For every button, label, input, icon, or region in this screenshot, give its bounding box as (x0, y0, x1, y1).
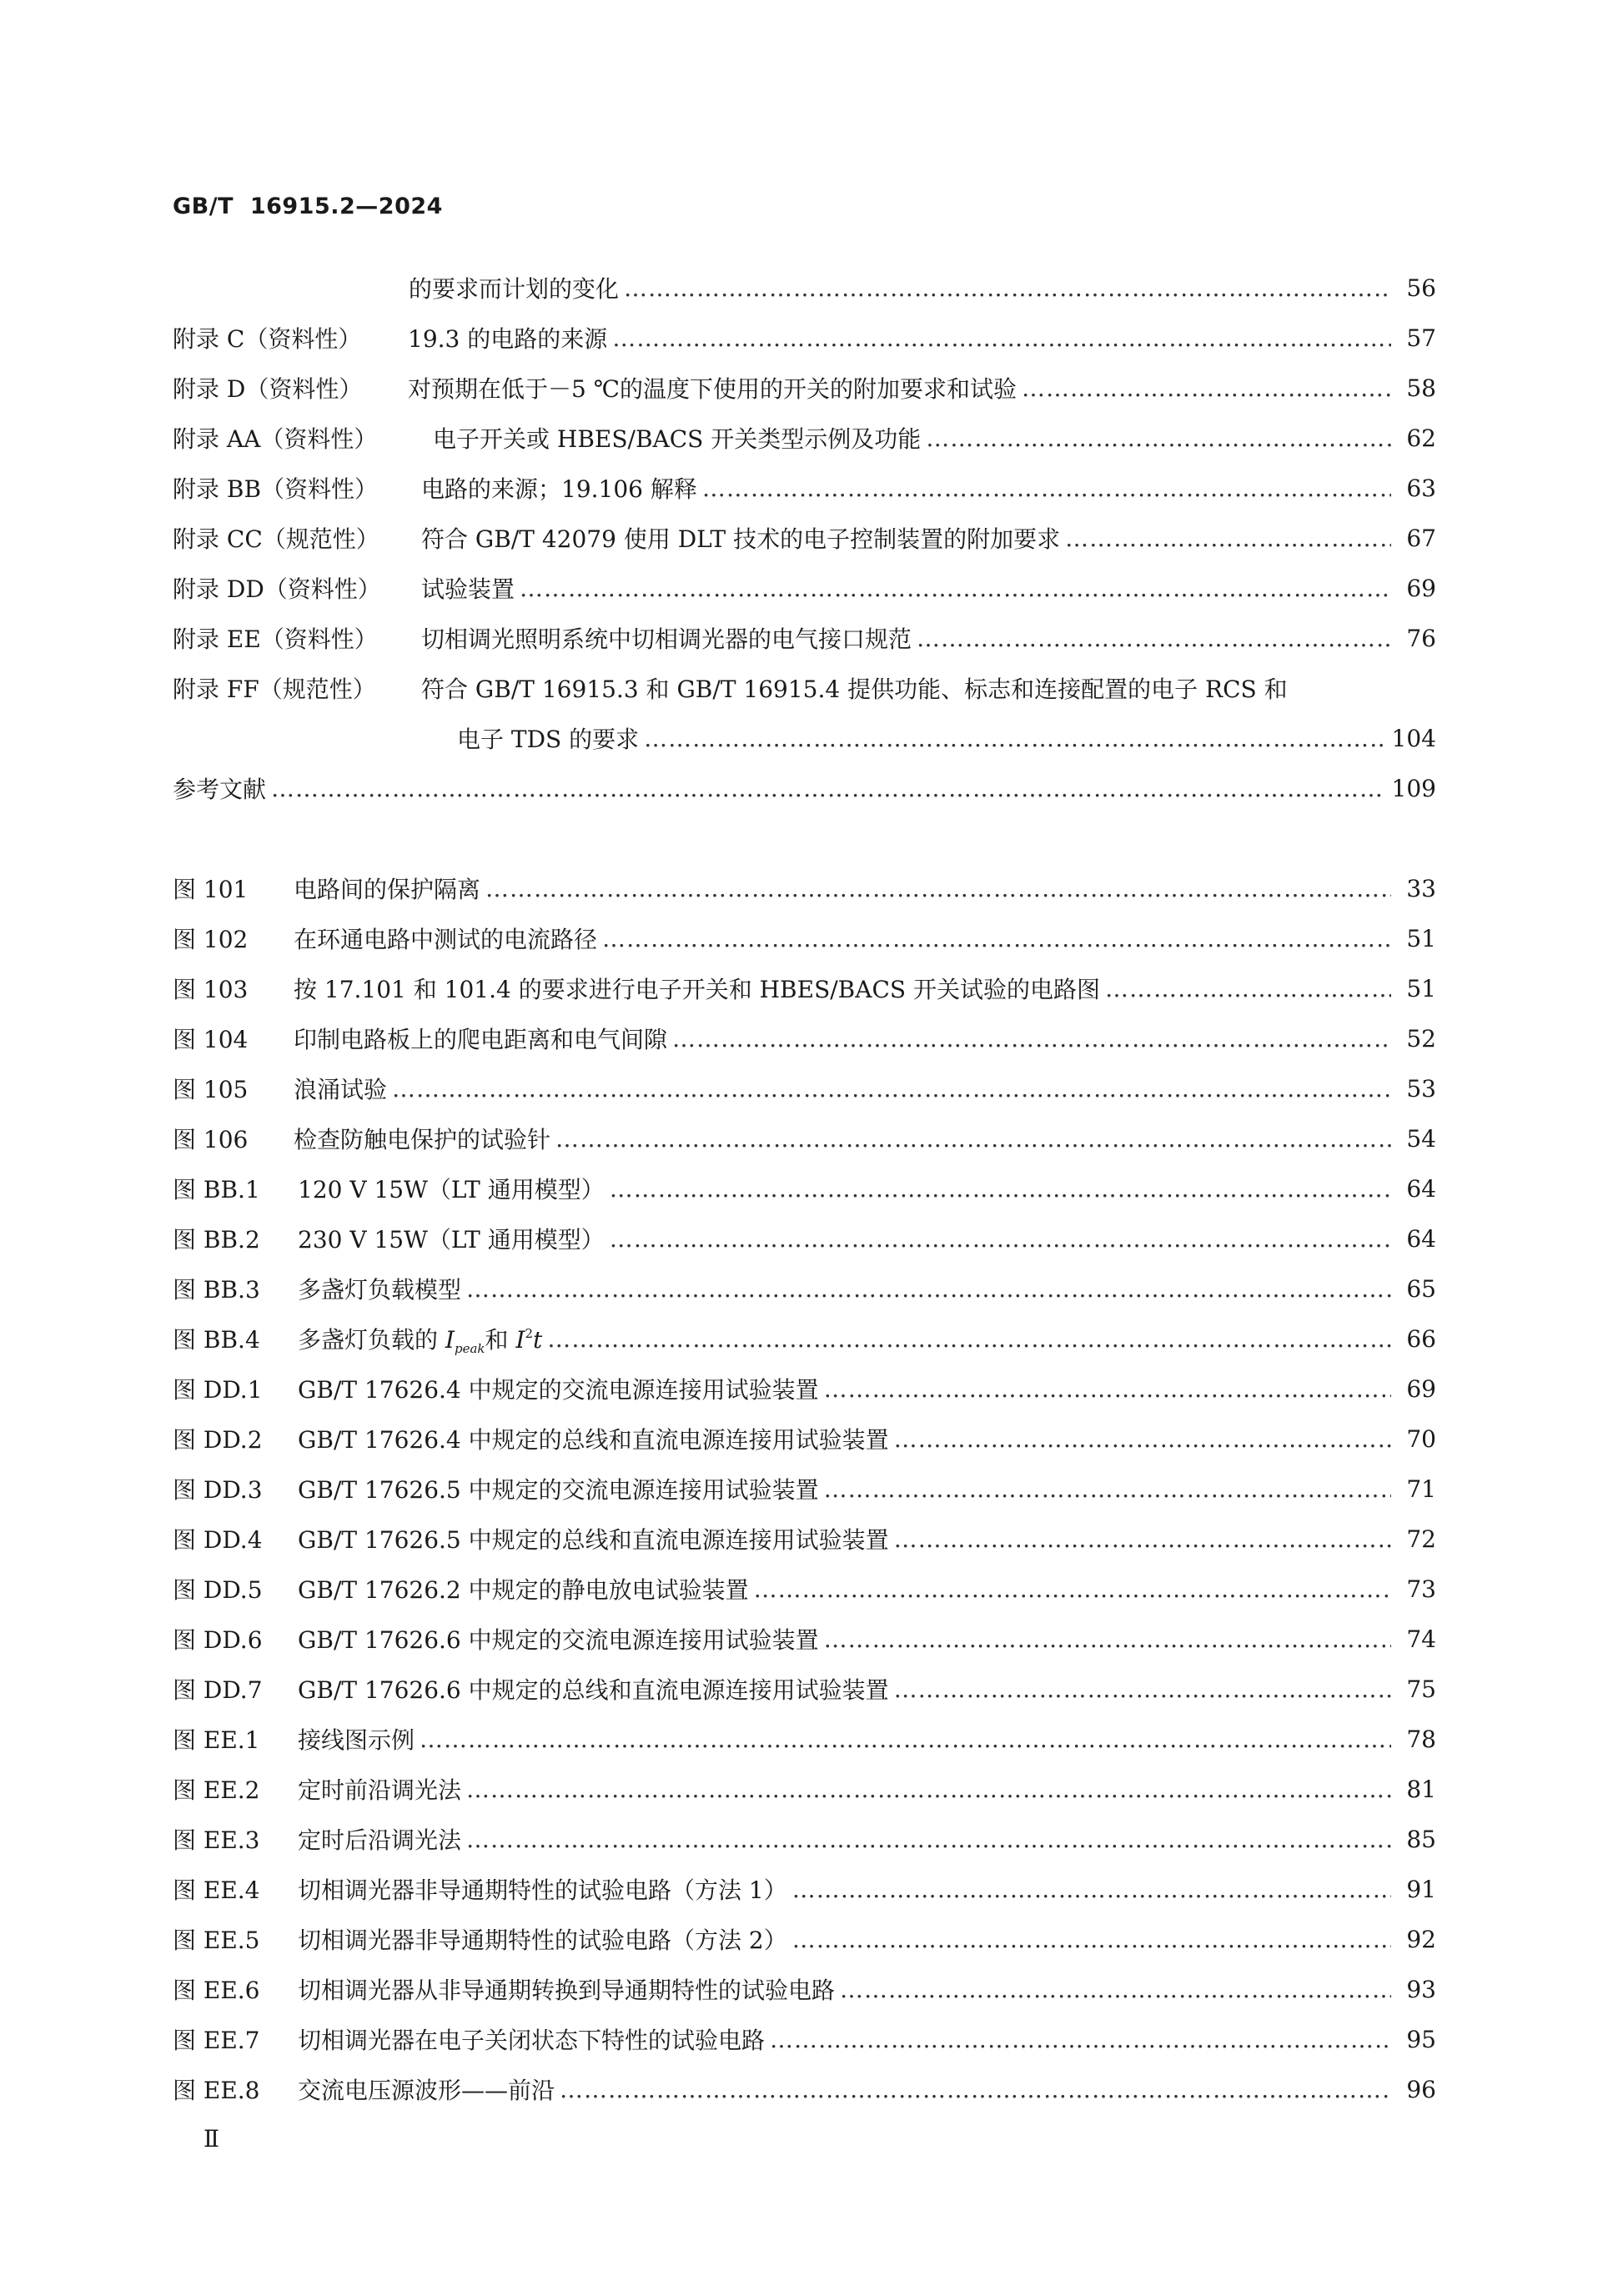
toc-entry-title: 定时后沿调光法 (298, 1826, 462, 1854)
toc-entry-page: 66 (1406, 1324, 1436, 1353)
toc-entry-title: 120 V 15W（LT 通用模型） (298, 1176, 605, 1203)
toc-entry-title: 在环通电路中测试的电流路径 (294, 926, 598, 953)
toc-entry-page: 76 (1406, 624, 1436, 652)
toc-entry-label: 图 DD.6 (173, 1626, 263, 1654)
toc-appendix-cc[interactable] (173, 513, 1436, 563)
title-mid: 和 (485, 1325, 516, 1354)
leader-dots (644, 725, 1383, 752)
leader-dots (792, 1926, 1391, 1953)
toc-entry-page: 67 (1406, 524, 1436, 552)
leader-dots (271, 775, 1384, 802)
toc-entry-page: 64 (1406, 1174, 1436, 1203)
toc-entry-page: 85 (1406, 1825, 1436, 1853)
leader-dots (624, 274, 1391, 302)
toc-references[interactable] (173, 763, 1436, 813)
toc-appendix-dd[interactable] (173, 563, 1436, 613)
toc-entry-label: 图 EE.7 (173, 2027, 260, 2054)
toc-figure[interactable] (173, 1614, 1436, 1664)
toc-entry-page: 69 (1406, 574, 1436, 602)
math-i: I (515, 1325, 525, 1354)
toc-entry-label: 附录 FF（规范性） (173, 676, 376, 703)
toc-entry-label: 图 105 (173, 1076, 249, 1103)
toc-entry-page: 78 (1406, 1725, 1436, 1753)
leader-dots (560, 2076, 1391, 2103)
toc-appendix-ff-continued[interactable] (173, 713, 1436, 763)
leader-dots (894, 1525, 1391, 1553)
toc-entry-label: 图 EE.5 (173, 1927, 260, 1954)
toc-entry-label: 图 104 (173, 1026, 249, 1053)
toc-entry-label: 附录 C（资料性） (173, 325, 362, 353)
page-number: Ⅱ (204, 2125, 220, 2153)
leader-dots (610, 1225, 1391, 1253)
leader-dots (520, 575, 1391, 602)
leader-dots (792, 1876, 1391, 1903)
toc-entry-title: GB/T 17626.6 中规定的交流电源连接用试验装置 (298, 1626, 819, 1654)
toc-entry-label: 图 DD.1 (173, 1376, 263, 1404)
toc-entry-title: 切相调光器从非导通期转换到导通期特性的试验电路 (298, 1977, 836, 2004)
toc-entry-title: GB/T 17626.5 中规定的交流电源连接用试验装置 (298, 1476, 819, 1504)
toc-entry-label: 图 DD.5 (173, 1576, 263, 1604)
toc-figure[interactable] (173, 2014, 1436, 2064)
toc-entry-title: 浪涌试验 (294, 1076, 388, 1103)
toc-entry-title: 印制电路板上的爬电距离和电气间隙 (294, 1026, 668, 1053)
toc-figure[interactable] (173, 1364, 1436, 1414)
toc-entry-page: 51 (1406, 974, 1436, 1002)
math-superscript: 2 (525, 1325, 533, 1341)
toc-entry-page: 92 (1406, 1925, 1436, 1953)
table-of-contents (173, 263, 1436, 2114)
toc-entry-page: 51 (1406, 924, 1436, 952)
toc-figure[interactable] (173, 1664, 1436, 1714)
toc-entry-title: 230 V 15W（LT 通用模型） (298, 1226, 605, 1254)
toc-figure[interactable] (173, 863, 1436, 913)
toc-entry-title: 交流电压源波形——前沿 (298, 2077, 555, 2104)
toc-entry-page: 63 (1406, 474, 1436, 502)
leader-dots (466, 1776, 1391, 1803)
toc-entry-label: 附录 D（资料性） (173, 375, 363, 403)
toc-figure[interactable] (173, 1564, 1436, 1614)
toc-figure[interactable] (173, 1714, 1436, 1764)
toc-figure[interactable] (173, 1414, 1436, 1464)
leader-dots (917, 625, 1391, 652)
toc-continued-entry[interactable] (173, 263, 1436, 313)
toc-entry-title: 符合 GB/T 16915.3 和 GB/T 16915.4 提供功能、标志和连接配置的电子 RCS 和 (421, 676, 1288, 703)
leader-dots (612, 324, 1391, 352)
toc-entry-title: 参考文献 (173, 776, 267, 803)
toc-entry-page: 81 (1406, 1775, 1436, 1803)
toc-entry-label: 图 DD.3 (173, 1476, 263, 1504)
toc-entry-page: 53 (1406, 1074, 1436, 1103)
toc-figure[interactable] (173, 1013, 1436, 1063)
toc-entry-title: GB/T 17626.4 中规定的总线和直流电源连接用试验装置 (298, 1426, 889, 1454)
toc-entry-page: 64 (1406, 1224, 1436, 1253)
leader-dots (824, 1625, 1391, 1653)
toc-figure[interactable] (173, 1764, 1436, 1814)
leader-dots (770, 2026, 1391, 2053)
toc-entry-title: 切相调光器非导通期特性的试验电路（方法 1） (298, 1876, 787, 1904)
leader-dots (1022, 374, 1391, 402)
toc-figure[interactable] (173, 1213, 1436, 1264)
toc-entry-label: 附录 EE（资料性） (173, 625, 378, 653)
leader-dots (466, 1826, 1391, 1853)
toc-figure[interactable] (173, 1914, 1436, 1964)
toc-entry-title: 检查防触电保护的试验针 (294, 1126, 551, 1153)
toc-figure[interactable] (173, 913, 1436, 963)
toc-entry-label: 图 BB.1 (173, 1176, 260, 1203)
leader-dots (485, 875, 1391, 902)
toc-figure[interactable] (173, 2064, 1436, 2114)
toc-entry-title: 切相调光照明系统中切相调光器的电气接口规范 (421, 625, 912, 653)
leader-dots (547, 1325, 1391, 1353)
toc-figure[interactable] (173, 1314, 1436, 1364)
toc-entry-label: 图 103 (173, 976, 249, 1003)
toc-entry-title: 的要求而计划的变化 (409, 275, 620, 303)
toc-entry-page: 57 (1406, 324, 1436, 352)
leader-dots (824, 1475, 1391, 1503)
leader-dots (466, 1275, 1391, 1303)
math-subscript: peak (454, 1340, 485, 1356)
toc-entry-page: 58 (1406, 374, 1436, 402)
title-prefix: 多盏灯负载的 (298, 1325, 445, 1354)
toc-entry-label: 附录 DD（资料性） (173, 575, 381, 603)
toc-entry-page: 93 (1406, 1975, 1436, 2003)
toc-entry-title: 按 17.101 和 101.4 的要求进行电子开关和 HBES/BACS 开关试验的电路图 (294, 976, 1100, 1003)
toc-entry-title: GB/T 17626.5 中规定的总线和直流电源连接用试验装置 (298, 1526, 889, 1554)
section-gap (173, 813, 1436, 863)
toc-appendix-d[interactable] (173, 363, 1436, 413)
toc-figure[interactable] (173, 1264, 1436, 1314)
leader-dots (602, 925, 1391, 952)
toc-entry-title: 19.3 的电路的来源 (408, 325, 608, 353)
toc-entry-label: 图 102 (173, 926, 249, 953)
toc-figure[interactable] (173, 1063, 1436, 1113)
leader-dots (702, 475, 1391, 502)
toc-entry-page: 62 (1406, 424, 1436, 452)
toc-entry-title: GB/T 17626.2 中规定的静电放电试验装置 (298, 1576, 749, 1604)
toc-figure[interactable] (173, 1464, 1436, 1514)
toc-entry-title: 接线图示例 (298, 1726, 415, 1754)
toc-entry-label: 图 EE.4 (173, 1876, 260, 1904)
toc-entry-page: 69 (1406, 1374, 1436, 1403)
math-t: t (533, 1325, 543, 1354)
toc-entry-page: 33 (1406, 874, 1436, 902)
leader-dots (392, 1075, 1391, 1103)
toc-entry-label: 附录 BB（资料性） (173, 475, 379, 503)
toc-entry-label: 图 DD.4 (173, 1526, 263, 1554)
toc-entry-page: 72 (1406, 1525, 1436, 1553)
toc-entry-label: 附录 CC（规范性） (173, 525, 379, 553)
toc-entry-label: 图 BB.2 (173, 1226, 260, 1254)
toc-entry-title: 符合 GB/T 42079 使用 DLT 技术的电子控制装置的附加要求 (421, 525, 1061, 553)
toc-entry-label: 图 106 (173, 1126, 249, 1153)
toc-entry-page: 75 (1406, 1675, 1436, 1703)
toc-entry-title: 多盏灯负载模型 (298, 1276, 462, 1304)
toc-entry-page: 71 (1406, 1475, 1436, 1503)
toc-appendix-ee[interactable] (173, 613, 1436, 663)
toc-entry-page: 74 (1406, 1625, 1436, 1653)
toc-entry-label: 图 DD.7 (173, 1676, 263, 1704)
toc-entry-title: 对预期在低于－5 ℃的温度下使用的开关的附加要求和试验 (408, 375, 1018, 403)
leader-dots (420, 1726, 1391, 1753)
toc-entry-page: 52 (1406, 1024, 1436, 1053)
toc-entry-title (298, 1322, 542, 1356)
toc-entry-page: 73 (1406, 1575, 1436, 1603)
toc-entry-label: 图 EE.6 (173, 1977, 260, 2004)
toc-entry-title: 切相调光器在电子关闭状态下特性的试验电路 (298, 2027, 766, 2054)
toc-entry-label: 图 BB.4 (173, 1326, 260, 1354)
toc-figure[interactable] (173, 1964, 1436, 2014)
toc-entry-page: 96 (1406, 2075, 1436, 2103)
toc-appendix-bb[interactable] (173, 463, 1436, 513)
toc-figure[interactable] (173, 1814, 1436, 1864)
toc-entry-label: 图 BB.3 (173, 1276, 260, 1304)
toc-entry-page: 65 (1406, 1274, 1436, 1303)
toc-entry-title: 电路的来源；19.106 解释 (421, 475, 697, 503)
leader-dots (555, 1125, 1391, 1153)
toc-entry-title: 定时前沿调光法 (298, 1776, 462, 1804)
leader-dots (610, 1175, 1391, 1203)
toc-entry-label: 图 DD.2 (173, 1426, 263, 1454)
toc-entry-title: 试验装置 (421, 575, 515, 603)
toc-entry-title: GB/T 17626.6 中规定的总线和直流电源连接用试验装置 (298, 1676, 889, 1704)
toc-figure[interactable] (173, 1514, 1436, 1564)
leader-dots (824, 1375, 1391, 1403)
toc-entry-label: 图 101 (173, 876, 249, 903)
toc-entry-title: 电路间的保护隔离 (294, 876, 481, 903)
standard-number: GB/T 16915.2—2024 (173, 193, 443, 219)
toc-entry-page: 91 (1406, 1875, 1436, 1903)
figure-list (173, 863, 1436, 2114)
leader-dots (894, 1425, 1391, 1453)
toc-entry-page: 109 (1391, 774, 1436, 802)
leader-dots (1105, 975, 1391, 1002)
toc-entry-title: GB/T 17626.4 中规定的交流电源连接用试验装置 (298, 1376, 819, 1404)
toc-entry-label: 图 EE.3 (173, 1826, 260, 1854)
toc-figure[interactable] (173, 1163, 1436, 1213)
leader-dots (672, 1025, 1391, 1053)
toc-entry-page: 70 (1406, 1424, 1436, 1453)
toc-entry-label: 附录 AA（资料性） (173, 425, 378, 453)
toc-entry-label: 图 EE.1 (173, 1726, 260, 1754)
toc-entry-page: 56 (1406, 274, 1436, 302)
toc-entry-title: 切相调光器非导通期特性的试验电路（方法 2） (298, 1927, 787, 1954)
toc-figure[interactable] (173, 1113, 1436, 1163)
toc-appendix-c[interactable] (173, 313, 1436, 363)
toc-entry-page: 95 (1406, 2025, 1436, 2053)
leader-dots (894, 1676, 1391, 1703)
toc-entry-page: 104 (1391, 724, 1436, 752)
toc-entry-title: 电子开关或 HBES/BACS 开关类型示例及功能 (433, 425, 922, 453)
leader-dots (754, 1575, 1391, 1603)
toc-entry-label: 图 EE.8 (173, 2077, 260, 2104)
toc-appendix-ff[interactable] (173, 663, 1436, 713)
leader-dots (926, 425, 1391, 452)
toc-figure[interactable] (173, 1864, 1436, 1914)
toc-figure[interactable] (173, 963, 1436, 1013)
math-i: I (445, 1325, 455, 1354)
toc-entry-page: 54 (1406, 1124, 1436, 1153)
leader-dots (1065, 525, 1391, 552)
toc-entry-label: 图 EE.2 (173, 1776, 260, 1804)
toc-appendix-aa[interactable] (173, 413, 1436, 463)
toc-entry-title: 电子 TDS 的要求 (457, 726, 640, 753)
leader-dots (840, 1976, 1391, 2003)
